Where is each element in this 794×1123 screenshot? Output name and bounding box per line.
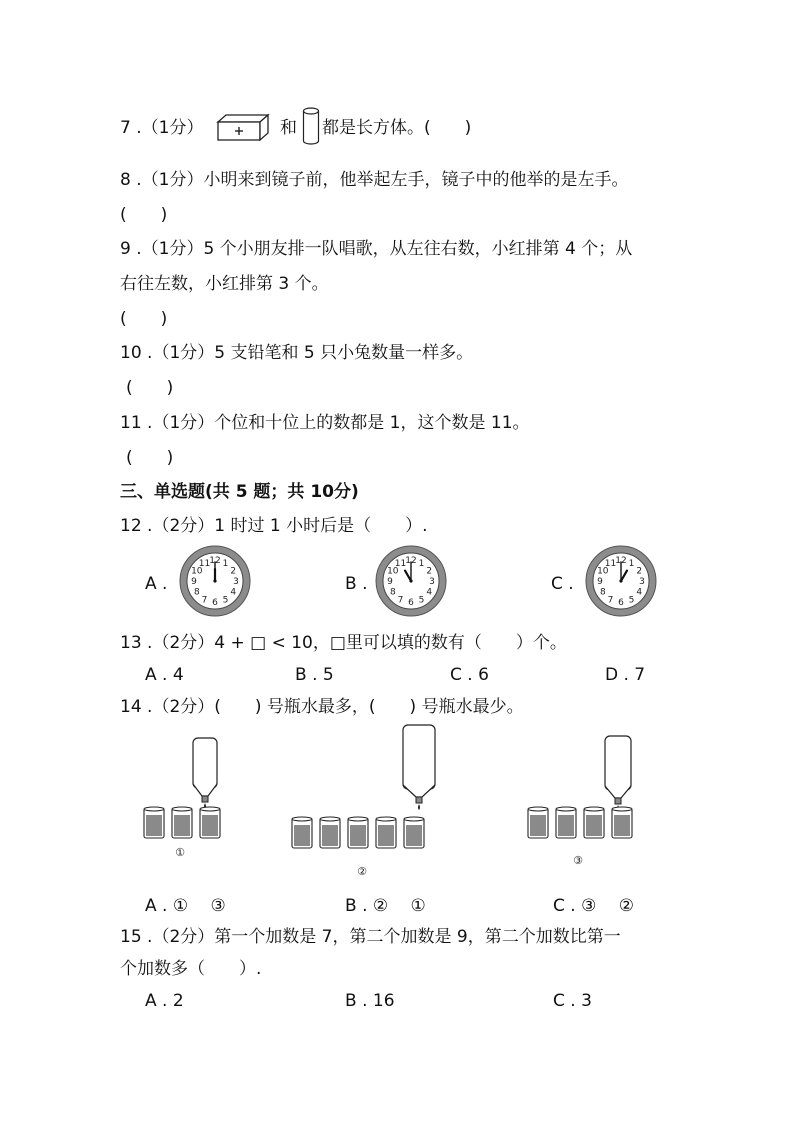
water-drop [418, 804, 420, 810]
bottle-group-caption: ③ [573, 854, 583, 867]
question-13-option-d[interactable]: D . 7 [605, 665, 646, 685]
clock-number: 6 [212, 598, 218, 609]
clock-number: 8 [599, 587, 606, 598]
cylinder-icon [302, 107, 320, 145]
question-13-option-a[interactable]: A . 4 [145, 665, 184, 685]
clock-number: 2 [426, 566, 433, 577]
bottle [605, 736, 631, 790]
question-7-and: 和 [280, 118, 297, 138]
question-7-suffix: 都是长方体。( ) [322, 118, 472, 138]
question-8-answer-blank: ( ) [120, 205, 168, 225]
cup-water [294, 825, 310, 846]
clock-icon [374, 544, 448, 618]
question-12-option-a[interactable]: A . [145, 574, 168, 594]
cup-water [406, 825, 422, 846]
clock-number: 1 [628, 559, 635, 570]
bottle-cap [202, 796, 208, 802]
question-11-answer-blank: ( ) [126, 448, 174, 468]
clock-number: 3 [233, 577, 239, 588]
clock-number: 12 [209, 556, 221, 567]
cup-water [322, 825, 338, 846]
question-15-option-b[interactable]: B . 16 [345, 991, 395, 1011]
clock-number: 9 [597, 577, 603, 588]
cup-rim [404, 817, 424, 821]
clock-number: 8 [193, 587, 200, 598]
clock-number: 11 [604, 559, 617, 570]
question-8-text: 8 .（1分）小明来到镜子前，他举起左手，镜子中的他举的是左手。 [120, 170, 629, 190]
clock-number: 5 [418, 595, 425, 606]
clock-number: 12 [615, 556, 627, 567]
clock-number: 8 [389, 587, 396, 598]
question-9-line2: 右往左数，小红排第 3 个。 [120, 274, 329, 294]
question-14-text: 14 .（2分）( ) 号瓶水最多，( ) 号瓶水最少。 [120, 697, 524, 717]
clock-number: 2 [636, 566, 643, 577]
clock-number: 11 [394, 559, 407, 570]
cup-water [350, 825, 366, 846]
question-13-text: 13 .（2分）4 + □ < 10，□里可以填的数有（ ）个。 [120, 633, 567, 653]
clock-number: 4 [426, 587, 433, 598]
bottle-neck [605, 786, 631, 798]
question-13-option-c[interactable]: C . 6 [450, 665, 489, 685]
question-7 [120, 116, 203, 140]
bottle-group-caption: ① [175, 846, 185, 859]
clock-number: 5 [222, 595, 229, 606]
clock-center [619, 579, 622, 582]
question-15-line2: 个加数多（ ）. [120, 959, 262, 979]
cup-water [146, 815, 162, 836]
clock-number: 11 [198, 559, 211, 570]
cup-water [378, 825, 394, 846]
cup-rim [172, 807, 192, 811]
bottle [403, 725, 435, 789]
bottle-cap [615, 798, 621, 804]
clock-number: 2 [230, 566, 237, 577]
question-14-option-a[interactable]: A . ① ③ [145, 896, 226, 916]
section-title: 三、单选题(共 5 题；共 10分) [120, 482, 359, 502]
clock-number: 9 [387, 577, 393, 588]
question-15-line1: 15 .（2分）第一个加数是 7，第二个加数是 9，第二个加数比第一 [120, 927, 621, 947]
clock-number: 10 [387, 566, 399, 577]
cup-water [614, 815, 630, 836]
question-12-option-c[interactable]: C . [551, 574, 574, 594]
question-9-line1: 9 .（1分）5 个小朋友排一队唱歌，从左往右数，小红排第 4 个；从 [120, 239, 633, 259]
clock-icon [584, 544, 658, 618]
question-14-option-b[interactable]: B . ② ① [345, 896, 426, 916]
clock-center [213, 579, 216, 582]
bottles-illustration [130, 720, 650, 880]
question-15-option-a[interactable]: A . 2 [145, 991, 184, 1011]
cup-water [530, 815, 546, 836]
medicine-box-icon [216, 112, 270, 142]
cup-rim [528, 807, 548, 811]
question-15-option-c[interactable]: C . 3 [553, 991, 592, 1011]
question-13-option-b[interactable]: B . 5 [295, 665, 334, 685]
cup-rim [612, 807, 632, 811]
clock-number: 9 [191, 577, 197, 588]
question-9-answer-blank: ( ) [120, 309, 168, 329]
clock-number: 3 [639, 577, 645, 588]
question-11-text: 11 .（1分）个位和十位上的数都是 1，这个数是 11。 [120, 413, 530, 433]
clock-number: 10 [191, 566, 203, 577]
cup-rim [556, 807, 576, 811]
cup-water [586, 815, 602, 836]
clock-number: 1 [418, 559, 425, 570]
cup-water [558, 815, 574, 836]
clock-number: 12 [405, 556, 417, 567]
clock-number: 10 [597, 566, 609, 577]
cup-water [174, 815, 190, 836]
clock-number: 4 [636, 587, 643, 598]
question-12-option-b[interactable]: B . [345, 574, 368, 594]
cup-rim [584, 807, 604, 811]
clock-number: 1 [222, 559, 229, 570]
cup-rim [376, 817, 396, 821]
clock-icon [178, 544, 252, 618]
bottle-neck [403, 785, 435, 797]
clock-number: 7 [397, 595, 404, 606]
cup-rim [348, 817, 368, 821]
question-14-option-c[interactable]: C . ③ ② [553, 896, 634, 916]
cup-rim [320, 817, 340, 821]
clock-number: 6 [618, 598, 624, 609]
clock-number: 7 [607, 595, 614, 606]
question-10-answer-blank: ( ) [126, 378, 174, 398]
cup-water [202, 815, 218, 836]
clock-center [409, 579, 412, 582]
bottle [193, 738, 217, 788]
clock-number: 3 [429, 577, 435, 588]
cup-rim [292, 817, 312, 821]
clock-number: 6 [408, 598, 414, 609]
cup-rim [144, 807, 164, 811]
clock-number: 4 [230, 587, 237, 598]
bottle-neck [193, 784, 217, 796]
clock-number: 5 [628, 595, 635, 606]
clock-number: 7 [201, 595, 208, 606]
cup-rim [200, 807, 220, 811]
question-12-text: 12 .（2分）1 时过 1 小时后是（ ）. [120, 516, 428, 536]
bottle-cap [416, 797, 422, 803]
bottle-group-caption: ② [357, 865, 367, 878]
question-10-text: 10 .（1分）5 支铅笔和 5 只小兔数量一样多。 [120, 343, 474, 363]
question-7-prefix: 7 .（1分） [120, 118, 204, 138]
